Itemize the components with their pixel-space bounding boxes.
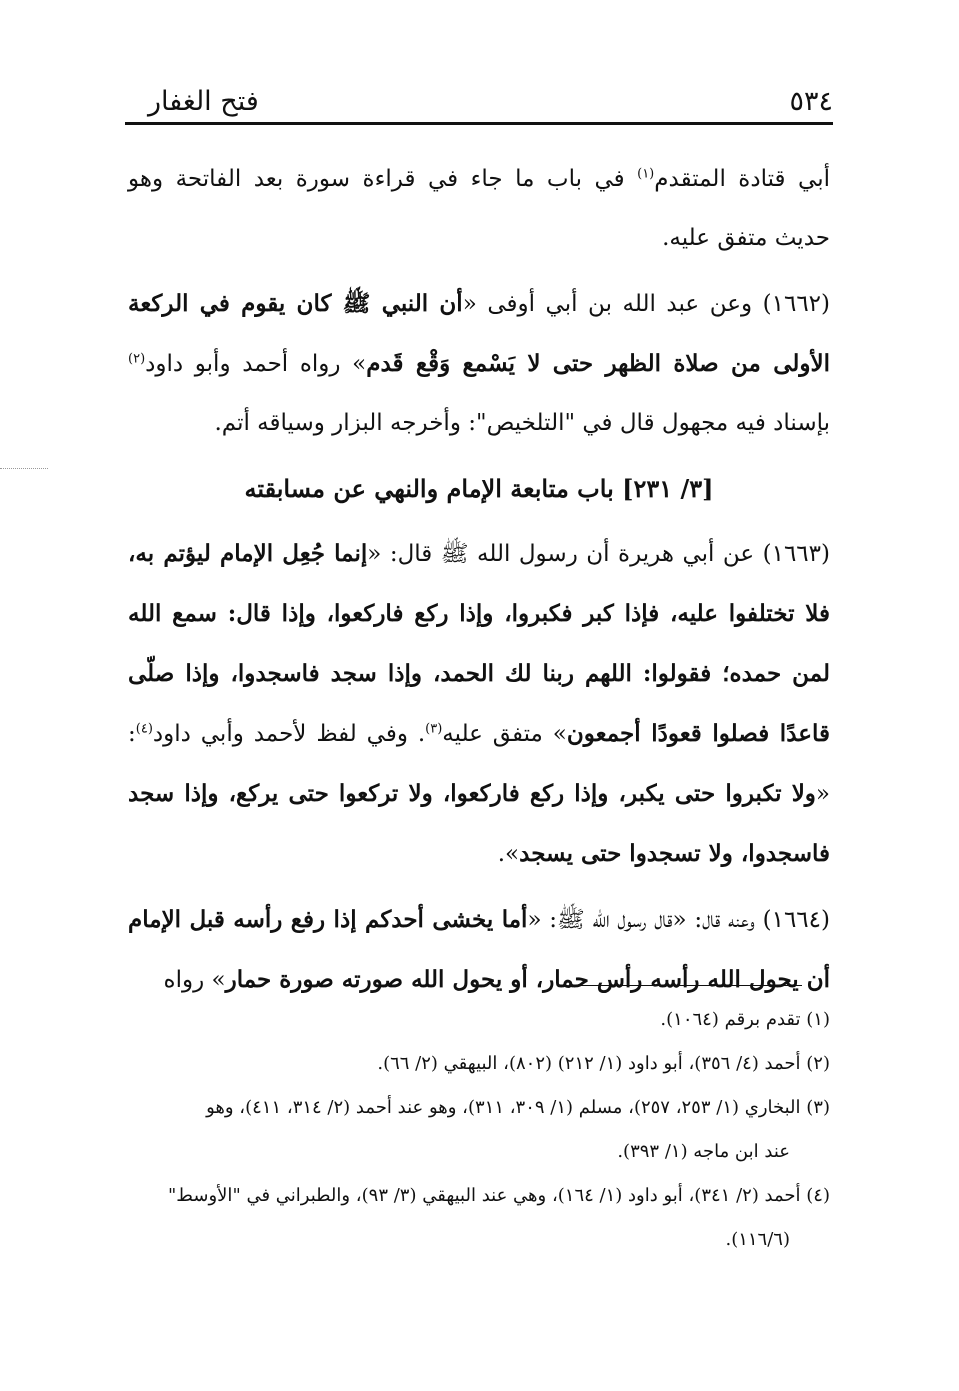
footnote-4-continued: (١١٦/٦). <box>725 1229 790 1250</box>
footnote-3: (٣) البخاري (١/ ٢٥٣، ٢٥٧)، مسلم (١/ ٣٠٩، ٣١١)، وهو عند أحمد (٢/ ٣١٤، ٤١١)، وهو <box>206 1097 830 1118</box>
footnote-ref-2[interactable]: (٢) <box>128 351 146 367</box>
footnote-3-continued: عند ابن ماجه (١/ ٣٩٣). <box>617 1141 790 1162</box>
text: أبي قتادة المتقدم <box>654 166 830 192</box>
hadith-quote: أما يخشى أحدكم إذا رفع رأسه قبل الإمام أن يحول الله رأسه رأس حمار، أو يحول الله صورته صورة حمار <box>128 906 830 993</box>
footnote-1: (١) تقدم برقم (١٠٦٤). <box>660 1009 830 1030</box>
hadith-number: (١٦٦٣) <box>762 541 830 567</box>
hadith-number: (١٦٦٢) <box>762 291 831 317</box>
text: بإسناد فيه مجهول قال في "التلخيص": وأخرجه البزار وسياقه أتم. <box>214 410 830 436</box>
text: » رواه أحمد وأبو داود <box>145 351 367 377</box>
text: وعن عبد الله بن أبي أوفى « <box>462 291 763 317</box>
hadith-1662 <box>128 274 830 453</box>
chapter-heading: [٣/ ٢٣١] باب متابعة الإمام والنهي عن مسابقته <box>244 474 714 503</box>
text: . وفي لفظ لأحمد وأبي داود <box>152 721 426 747</box>
footnotes <box>128 998 830 1262</box>
footnote-4: (٤) أحمد (٢/ ٣٤١)، أبو داود (١/ ١٦٤)، وهي عند البيهقي (٣/ ٩٣)، والطبراني في "الأوسط" <box>168 1185 830 1206</box>
text: عن أبي هريرة أن رسول الله ﷺ قال: « <box>367 541 763 567</box>
footnote-rule <box>578 985 802 986</box>
text: وعنه قال: «قال رسول الله ﷺ: « <box>527 907 763 933</box>
text: » متفق عليه <box>442 721 567 747</box>
main-text <box>128 150 830 1016</box>
footnote-ref-1[interactable]: (١) <box>637 166 655 182</box>
text: ». <box>497 841 520 867</box>
hadith-quote: أن النبي ﷺ كان يقوم في الركعة الأولى من صلاة الظهر حتى لا يَسْمع وَقْع قَدم <box>128 290 830 377</box>
hadith-1664 <box>128 890 830 1010</box>
footnote-2: (٢) أحمد (٤/ ٣٥٦)، أبو داود (١/ ٢١٢) (٨٠٢)، البيهقي (٢/ ٦٦). <box>377 1053 830 1074</box>
hadith-1663 <box>128 524 830 884</box>
header-rule <box>125 122 833 125</box>
scan-artifact-dots <box>0 468 48 469</box>
hadith-quote: ولا تكبروا حتى يكبر، وإذا ركع فاركعوا، ولا تركعوا حتى يركع، وإذا سجد فاسجدوا، ولا تسجدوا حتى يسجد <box>128 780 830 867</box>
hadith-quote: إنما جُعِل الإمام ليؤتم به، فلا تختلفوا عليه، فإذا كبر فكبروا، وإذا ركع فاركعوا، وإذا قال: سمع الله لمن حمده؛ فقولوا: اللهم ربنا لك الحمد، وإذا سجد فاسجدوا، وإذا صلّى قاعدًا فصلوا قعودًا أجمعون <box>128 540 830 747</box>
footnote-ref-4[interactable]: (٤) <box>135 721 153 737</box>
text: : « <box>128 721 830 807</box>
page-number: ٥٣٤ <box>789 86 833 117</box>
paragraph-1 <box>128 150 830 268</box>
hadith-number: (١٦٦٤) <box>762 907 830 933</box>
book-title: فتح الغفار <box>148 86 259 117</box>
text: » رواه <box>163 967 226 993</box>
footnote-ref-3[interactable]: (٣) <box>425 721 443 737</box>
text: في باب ما جاء في قراءة سورة بعد الفاتحة وهو حديث متفق عليه. <box>128 166 830 251</box>
